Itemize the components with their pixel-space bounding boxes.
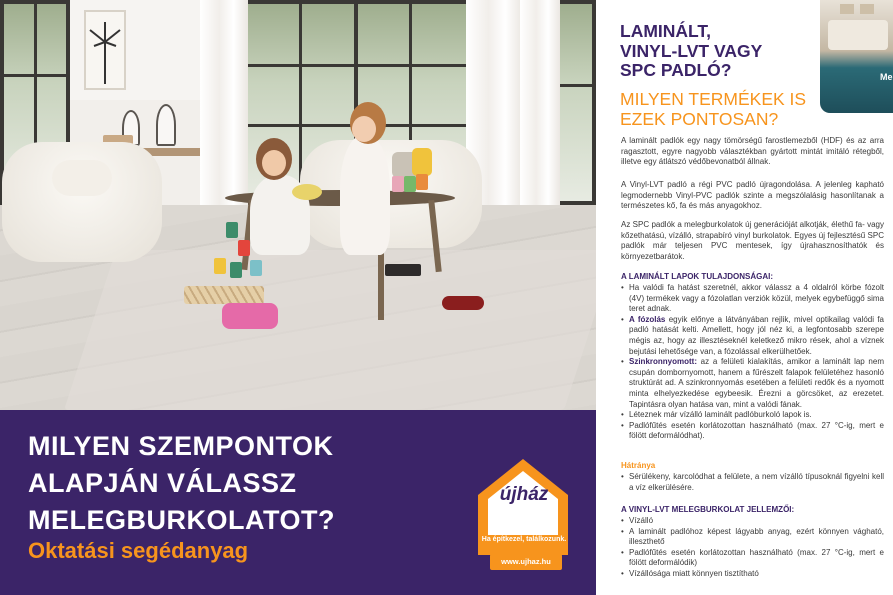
list-item: • Ha valódi fa hatást szeretnél, akkor válassz a 4 oldalról körbe fózolt (4V) termékek vagy a fózolatlan verziók közül, melyek egybefüggő sima teret adnak.: [621, 283, 884, 315]
list-item: • Léteznek már vízálló laminált padlóburkoló lapok is.: [621, 410, 884, 421]
list-item: • Padlófűtés esetén korlátozottan használható (max. 27 °C-ig, mert e fölött deformálódik): [621, 548, 884, 569]
drawback-list: [621, 472, 884, 493]
list-item: • Sérülékeny, karcolódhat a felülete, a nem vízálló típusoknál figyelni kell a víz elkerülésére.: [621, 472, 884, 493]
child-standing: [340, 135, 390, 255]
logo-url[interactable]: www.ujhaz.hu: [490, 554, 562, 570]
rug: [64, 250, 596, 410]
laminate-section-heading: A LAMINÁLT LAPOK TULAJDONSÁGAI:: [621, 272, 773, 281]
toy-car-pink: [222, 303, 278, 329]
logo-tagline: Ha építkezel, találkozunk.: [481, 536, 567, 543]
vinyl-list: [621, 516, 884, 580]
main-heading: LAMINÁLT, VINYL-LVT VAGY SPC PADLÓ?: [620, 21, 763, 80]
list-item: • Vízállósága miatt könnyen tisztítható: [621, 569, 884, 580]
banner-subtitle: Oktatási segédanyag: [28, 538, 249, 563]
drawback-heading: Hátránya: [621, 461, 656, 470]
living-room-photo: [0, 0, 596, 410]
list-item: • A laminált padlóhoz képest lágyabb anyag, ezért könnyen vágható, illeszthető: [621, 527, 884, 548]
logo-brand: újház: [499, 484, 549, 505]
book: [385, 264, 421, 276]
pillow: [52, 160, 112, 196]
list-item: • Vízálló: [621, 516, 884, 527]
list-item: • Szinkronnyomott: az a felületi kialakítás, amikor a laminált lap nem csupán dombornyomott, hanem a fűrészelt falapok felületéhez hasonló struktúrát ad. A szinkronnyomás esetében a felületi redők és a nyomott minta elhelyezkedése egybeesik. Érezni a görcsöket, az erezetet. Tapintásra olyan hatása van, mint a valódi fának.: [621, 357, 884, 410]
main-question: MILYEN TERMÉKEK IS EZEK PONTOSAN?: [620, 89, 807, 129]
list-item: • A fózolás egyik előnye a látványában rejlik, mivel optikailag valódi fa padló hatását kelti. Amellett, hogy jól néz ki, a legfontosabb szerepe mégis az, hogy az illesztéseknél keletkező mikro rések, ahol a víznek bejutási lehetősége van, a fózolással elkerülhetőek.: [621, 315, 884, 357]
intro-paragraph-spc: Az SPC padlók a melegburkolatok új generációját alkotják, élethű fa- vagy kőzethatású, vízálló, strapabíró vinyl burkolatok. Egyes új fejlesztésű SPC padlók már teljesen PVC mentesek, így újrahasznosíthatók és környezetbarátok.: [621, 220, 884, 261]
wooden-blocks: [184, 286, 264, 304]
intro-paragraph-laminate: A laminált padlók egy nagy tömörségű farostlemezből (HDF) és az arra ragasztott, egyre nagyobb választékban gyártott mintát imitáló rétegből, illetve egy átlátszó védőbevonatból állnak.: [621, 136, 884, 167]
banner-title: MILYEN SZEMPONTOK ALAPJÁN VÁLASSZ MELEGBURKOLATOT?: [28, 431, 335, 535]
curtain: [200, 0, 248, 240]
intro-paragraph-vinyl: A Vinyl-LVT padló a régi PVC padló újragondolása. A jelenleg kapható legmodernebb Vinyl-PVC padlók szinte a megszólalásig hasonlítanak a természetes kő, fa és más anyagokhoz.: [621, 180, 884, 211]
thumbnail-label: Me: [880, 72, 893, 82]
toy-car-red: [442, 296, 484, 310]
list-item: • Padlófűtés esetén korlátozottan használható (max. 27 °C-ig, mert e fölött deformálódhat).: [621, 421, 884, 442]
curtain: [520, 0, 560, 215]
vinyl-section-heading: A VINYL-LVT MELEGBURKOLAT JELLEMZŐI:: [621, 505, 795, 514]
wall-picture: [84, 10, 126, 90]
glass-lamp: [156, 104, 176, 146]
laminate-list: [621, 283, 884, 442]
